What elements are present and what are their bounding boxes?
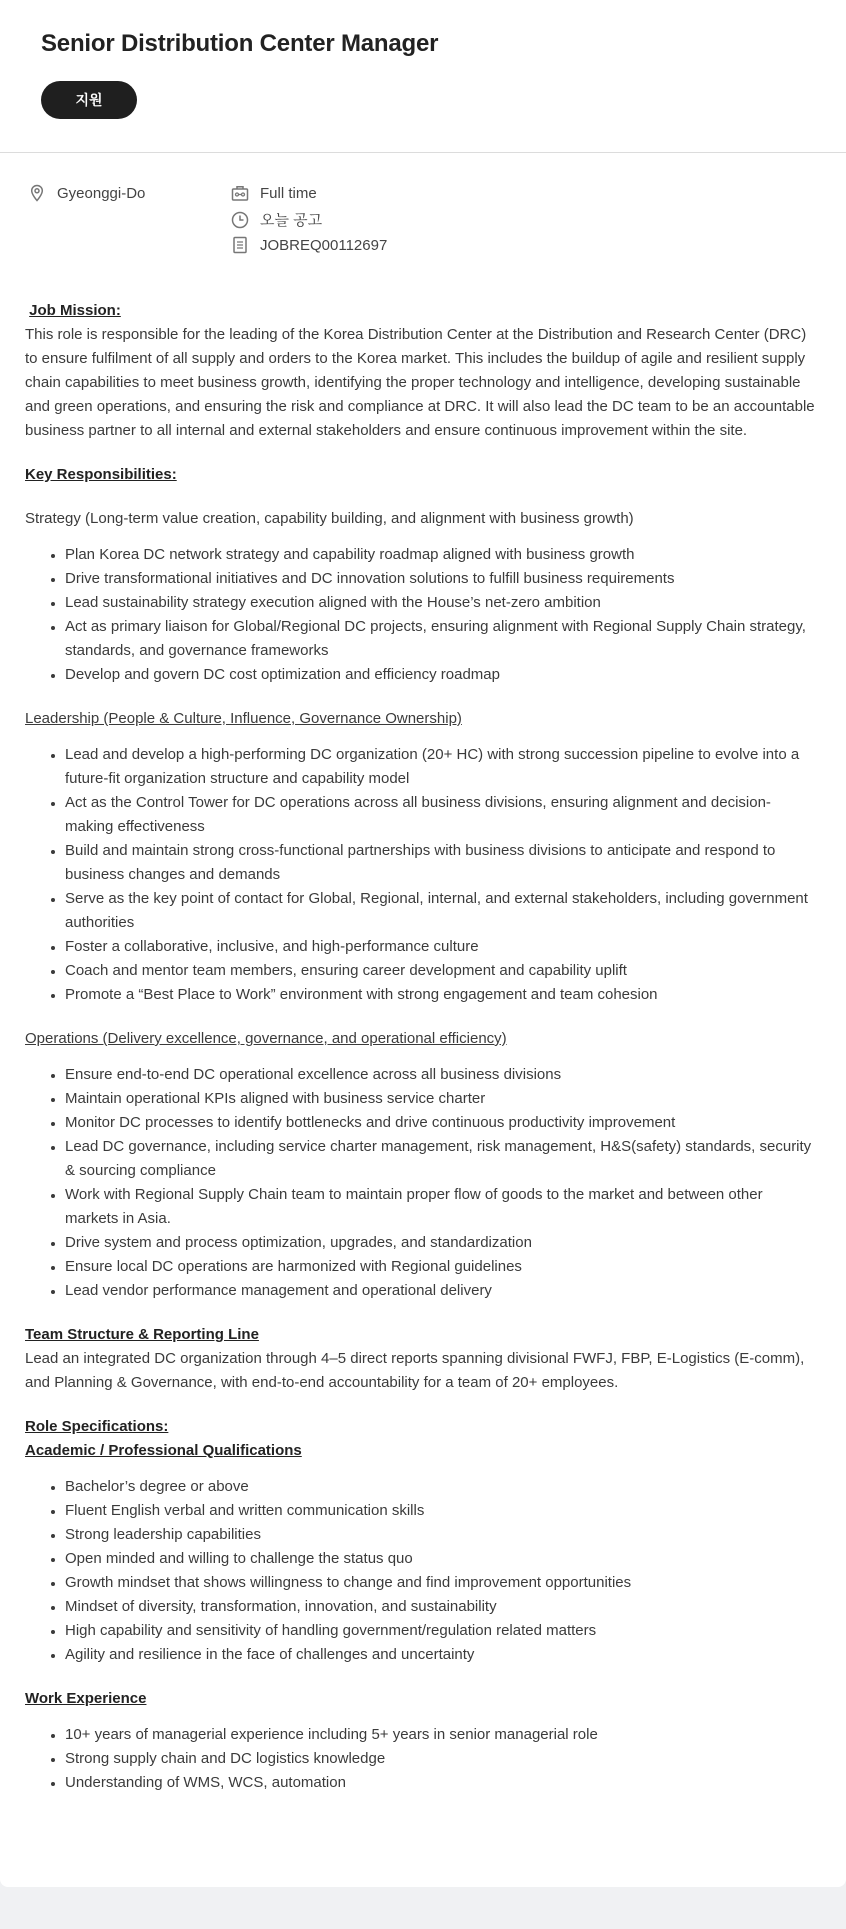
list-item: • Drive transformational initiatives and DC innovation solutions to fulfill business requirements [65,567,815,591]
apply-button[interactable]: 지원 [41,81,137,119]
leadership-heading: Leadership (People & Culture, Influence, Governance Ownership) [25,710,462,727]
list-item: • Strong supply chain and DC logistics knowledge [65,1747,815,1771]
mission-text: This role is responsible for the leading of the Korea Distribution Center at the Distribution and Research Center (DRC) to ensure fulfilment of all supply and orders to the Korea market. This includes the buildup of agile and resilient supply chain capabilities to meet business growth, identifying the proper technology and intelligence, developing sustainable and green operations, and ensuring the risk and compliance at DRC. It will also lead the DC team to be an accountable business partner to all internal and external stakeholders and ensure continuous improvement within the site. [25,326,815,439]
list-item: • Promote a “Best Place to Work” environment with strong engagement and team cohesion [65,983,815,1007]
list-item: • Open minded and willing to challenge the status quo [65,1547,815,1571]
list-item: • Drive system and process optimization, upgrades, and standardization [65,1231,815,1255]
list-item: • Plan Korea DC network strategy and capability roadmap aligned with business growth [65,543,815,567]
meta-job-type [230,183,317,203]
job-type-text: Full time [260,184,317,202]
document-icon [230,235,250,255]
clock-icon [230,210,250,230]
list-item: • Mindset of diversity, transformation, innovation, and sustainability [65,1595,815,1619]
academic-heading: Academic / Professional Qualifications [25,1442,302,1459]
job-header [0,0,846,153]
job-description [25,299,815,1815]
list-item: • Strong leadership capabilities [65,1523,815,1547]
meta-location [27,183,145,203]
team-structure-text: Lead an integrated DC organization through 4–5 direct reports spanning divisional FWFJ, FBP, E-Logistics (E-comm), and Planning & Governance, with end-to-end accountability for a team of 20+ employees. [25,1350,805,1391]
list-item: • Serve as the key point of contact for Global, Regional, internal, and external stakeholders, including government authorities [65,887,815,935]
team-structure-heading: Team Structure & Reporting Line [25,1326,259,1343]
location-text: Gyeonggi-Do [57,184,146,202]
list-item: • 10+ years of managerial experience including 5+ years in senior managerial role [65,1723,815,1747]
list-item: • Maintain operational KPIs aligned with business service charter [65,1087,815,1111]
list-item: • Bachelor’s degree or above [65,1475,815,1499]
list-item: • Coach and mentor team members, ensuring career development and capability uplift [65,959,815,983]
list-item: • Growth mindset that shows willingness to change and find improvement opportunities [65,1571,815,1595]
list-item: • Act as the Control Tower for DC operations across all business divisions, ensuring alignment and decision-making effectiveness [65,791,815,839]
academic-list [25,1475,815,1667]
location-pin-icon [27,183,47,203]
experience-list [25,1723,815,1795]
list-item: • Lead DC governance, including service charter management, risk management, H&S(safety) standards, security & sourcing compliance [65,1135,815,1183]
list-item: • Lead and develop a high-performing DC organization (20+ HC) with strong succession pipeline to evolve into a future-fit organization structure and capability model [65,743,815,791]
list-item: • Work with Regional Supply Chain team to maintain proper flow of goods to the market and between other markets in Asia. [65,1183,815,1231]
operations-list [25,1063,815,1303]
job-title: Senior Distribution Center Manager [41,30,439,57]
posted-text: 오늘 공고 [260,212,323,229]
list-item: • Lead vendor performance management and operational delivery [65,1279,815,1303]
list-item: • Foster a collaborative, inclusive, and high-performance culture [65,935,815,959]
list-item: • Build and maintain strong cross-functional partnerships with business divisions to anticipate and respond to business changes and demands [65,839,815,887]
list-item: • Lead sustainability strategy execution aligned with the House’s net-zero ambition [65,591,815,615]
list-item: • High capability and sensitivity of handling government/regulation related matters [65,1619,815,1643]
list-item: • Understanding of WMS, WCS, automation [65,1771,815,1795]
list-item: • Agility and resilience in the face of challenges and uncertainty [65,1643,815,1667]
req-id-text: JOBREQ00112697 [260,236,388,254]
meta-posted [230,209,322,230]
list-item: • Develop and govern DC cost optimization and efficiency roadmap [65,663,815,687]
strategy-list [25,543,815,687]
leadership-list [25,743,815,1007]
list-item: • Ensure end-to-end DC operational excellence across all business divisions [65,1063,815,1087]
role-spec-heading: Role Specifications: [25,1418,169,1435]
list-item: • Ensure local DC operations are harmonized with Regional guidelines [65,1255,815,1279]
briefcase-icon [230,183,250,203]
list-item: • Act as primary liaison for Global/Regional DC projects, ensuring alignment with Regional Supply Chain strategy, standards, and governance frameworks [65,615,815,663]
mission-heading: Job Mission: [29,302,121,319]
list-item: • Monitor DC processes to identify bottlenecks and drive continuous productivity improvement [65,1111,815,1135]
strategy-heading: Strategy (Long-term value creation, capability building, and alignment with business growth) [25,510,634,527]
operations-heading: Operations (Delivery excellence, governance, and operational efficiency) [25,1030,507,1047]
list-item: • Fluent English verbal and written communication skills [65,1499,815,1523]
experience-heading: Work Experience [25,1690,147,1707]
meta-req-id [230,235,387,255]
responsibilities-heading: Key Responsibilities: [25,466,177,483]
